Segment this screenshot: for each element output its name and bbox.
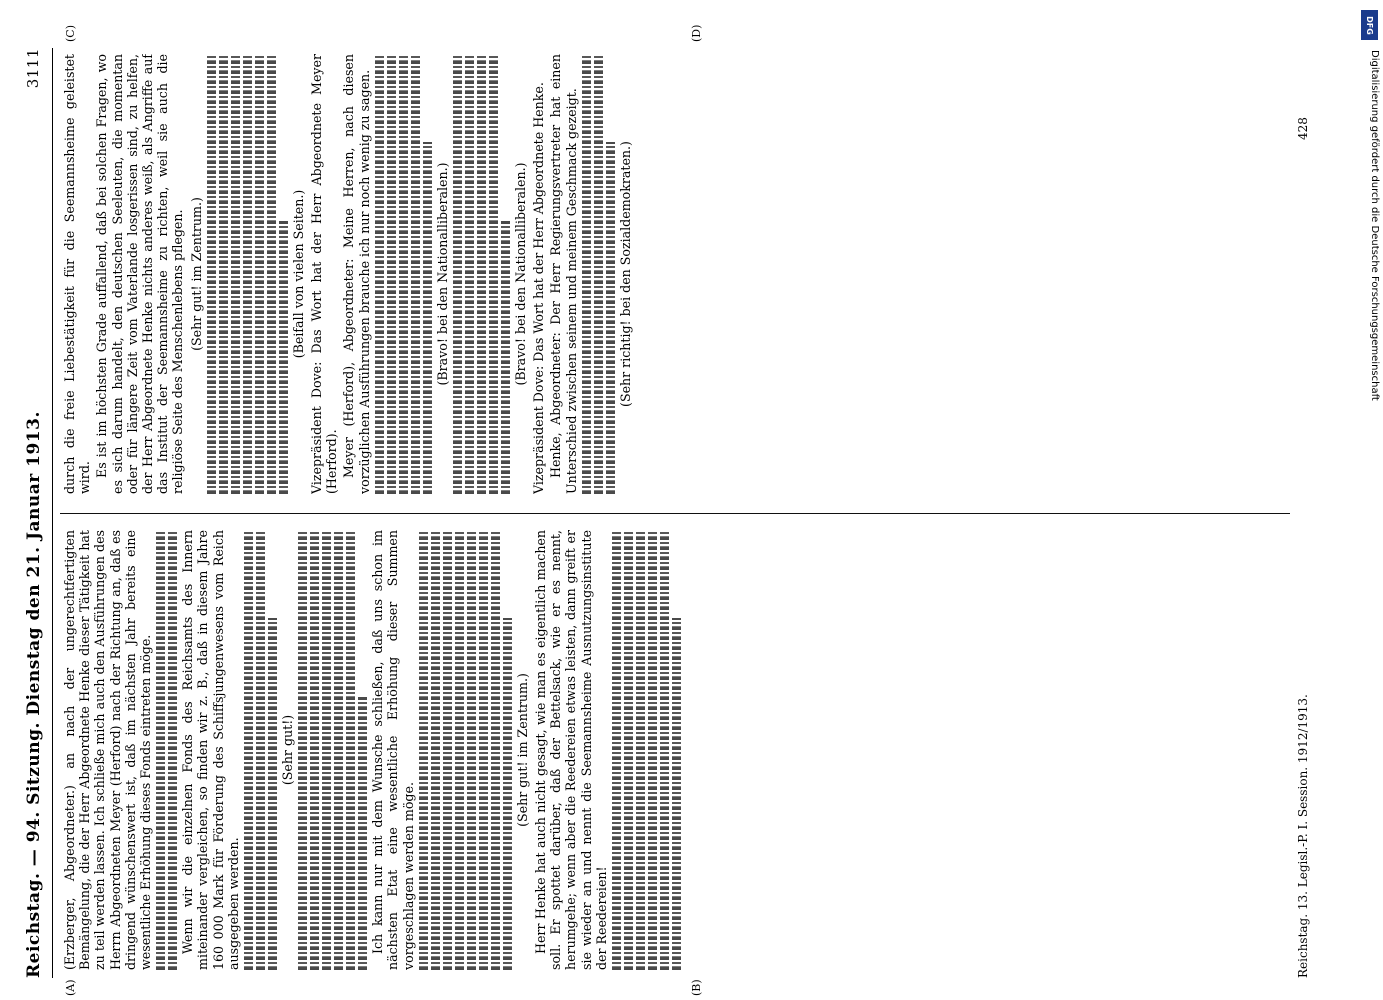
text-lines	[423, 142, 432, 494]
footer-sheet-number: 428	[1296, 117, 1310, 140]
text-lines	[346, 530, 355, 970]
text-lines	[660, 530, 669, 970]
text-lines	[453, 54, 462, 494]
paragraph: durch die freie Liebestätigkeit für die Seemannsheime geleistet wird.	[62, 54, 93, 494]
running-head	[24, 48, 52, 978]
text-lines	[467, 530, 476, 970]
text-lines	[207, 54, 216, 494]
paragraph: Wenn wir die einzelnen Fonds des Reichsamts des Innern miteinander vergleichen, so finden wir z. B., daß in diesem Jahre 160 000 Mark für Förderung des Schiffsjungenwesens vom Reich ausgegeben werden.	[180, 530, 241, 970]
speaker-line: Vizepräsident Dove: Das Wort hat der Herr Abgeordnete Henke.	[531, 82, 547, 494]
text-lines	[582, 54, 591, 494]
text-lines	[255, 54, 264, 494]
margin-mark-d: (D)	[690, 24, 703, 42]
text-lines	[465, 54, 474, 494]
text-lines	[244, 530, 253, 970]
text-lines	[243, 54, 252, 494]
text-lines	[491, 530, 500, 970]
text-lines	[501, 221, 510, 494]
text-lines	[443, 530, 452, 970]
text-lines	[268, 618, 277, 970]
margin-mark-c: (C)	[64, 25, 77, 42]
speaker-line: Vizepräsident Dove: Das Wort hat der Herr Abgeordnete Meyer (Herford).	[309, 54, 340, 494]
text-lines	[624, 530, 633, 970]
text-lines	[612, 530, 621, 970]
text-lines	[279, 221, 288, 494]
applause-note: (Sehr richtig! bei den Sozialdemokraten.)	[617, 141, 633, 407]
text-lines	[219, 54, 228, 494]
paragraph: Ich kann nur mit dem Wunsche schließen, daß uns schon im nächsten Etat eine wesentliche Erhöhung dieser Summen vorgeschlagen werden möge.	[370, 530, 416, 970]
page-number: 3111	[24, 48, 42, 89]
dfg-logo	[1361, 10, 1378, 40]
text-lines	[256, 530, 265, 970]
text-lines	[334, 530, 343, 970]
paragraph: Es ist im höchsten Grade auffallend, daß bei solchen Fragen, wo es sich darum handelt, den deutschen Seeleuten, die momentan oder für längere Zeit vom Vaterlande losgerissen sind, zu helfen, der Herr Abgeordnete Henke nichts anderes weiß, als Angriffe auf das Institut der Seemannsheime zu richten, weil sie auch die religiöse Seite des Menschenlebens pflegen.	[94, 54, 186, 494]
text-lines	[503, 618, 512, 970]
text-lines	[455, 530, 464, 970]
text-lines	[648, 530, 657, 970]
applause-note: (Bravo! bei den Nationalliberalen.)	[513, 162, 529, 386]
text-lines	[399, 54, 408, 494]
text-lines	[310, 530, 319, 970]
header-rule	[52, 48, 53, 978]
text-lines	[594, 54, 603, 494]
margin-mark-b: (B)	[690, 979, 703, 996]
left-column	[62, 530, 1292, 970]
margin-mark-a: (A)	[64, 979, 77, 996]
text-lines	[606, 142, 615, 494]
text-lines	[489, 54, 498, 494]
running-head-title: Reichstag. — 94. Sitzung. Dienstag den 21. Januar 1913.	[24, 411, 44, 978]
credit-text: Digitalisierung gefördert durch die Deutsche Forschungsgemeinschaft	[1369, 50, 1380, 401]
text-lines	[156, 530, 165, 970]
paragraph: Henke, Abgeordneter: Der Herr Regierungsvertreter hat einen Unterschied zwischen seinem und meinem Geschmack gezeigt.	[548, 54, 579, 494]
text-lines	[477, 54, 486, 494]
applause-note: (Bravo! bei den Nationalliberalen.)	[434, 162, 450, 386]
text-lines	[636, 530, 645, 970]
text-lines	[672, 618, 681, 970]
dfg-logo-text: DFG	[1365, 15, 1375, 35]
digitization-credit	[1360, 10, 1380, 990]
text-lines	[419, 530, 428, 970]
applause-note: (Sehr gut! im Zentrum.)	[514, 673, 530, 827]
text-lines	[479, 530, 488, 970]
text-lines	[267, 54, 276, 494]
column-rule	[60, 513, 1290, 514]
text-lines	[375, 54, 384, 494]
text-lines	[358, 697, 367, 970]
paragraph: Meyer (Herford), Abgeordneter: Meine Herren, nach diesen vorzüglichen Ausführungen brauche ich nur noch wenig zu sagen.	[341, 54, 372, 494]
text-lines	[231, 54, 240, 494]
text-lines	[431, 530, 440, 970]
applause-note: (Sehr gut!)	[280, 714, 296, 786]
right-column	[62, 54, 1292, 494]
text-lines	[322, 530, 331, 970]
paragraph: (Erzberger, Abgeordneter.) an nach der ungerechtfertigten Bemängelung, die der Herr Abgeordnete Henke dieser Tätigkeit hat zu teil werden lassen. Ich schließe mich auch den Ausführungen des Herrn Abgeordneten Meyer (Herford) nach der Richtung an, daß es dringend wünschenswert ist, daß im nächsten Jahr bereits eine wesentliche Erhöhung dieses Fonds eintreten möge.	[62, 530, 154, 970]
footer-session-info: Reichstag. 13. Legisl.-P. I. Session. 1912/1913.	[1296, 694, 1310, 978]
applause-note: (Sehr gut! im Zentrum.)	[188, 197, 204, 351]
text-lines	[411, 54, 420, 494]
text-lines	[298, 530, 307, 970]
text-lines	[168, 530, 177, 970]
text-lines	[387, 54, 396, 494]
applause-note: (Beifall von vielen Seiten.)	[290, 189, 306, 359]
paragraph: Herr Henke hat auch nicht gesagt, wie man es eigentlich machen soll. Er spottet darüber, daß der Bettelsack, wie er es nennt, herumgehe; wenn aber die Reedereien etwas leisten, dann greift er sie wieder an und nennt die Seemannsheime Ausnutzungsinstitute der Reedereien!	[533, 530, 609, 970]
